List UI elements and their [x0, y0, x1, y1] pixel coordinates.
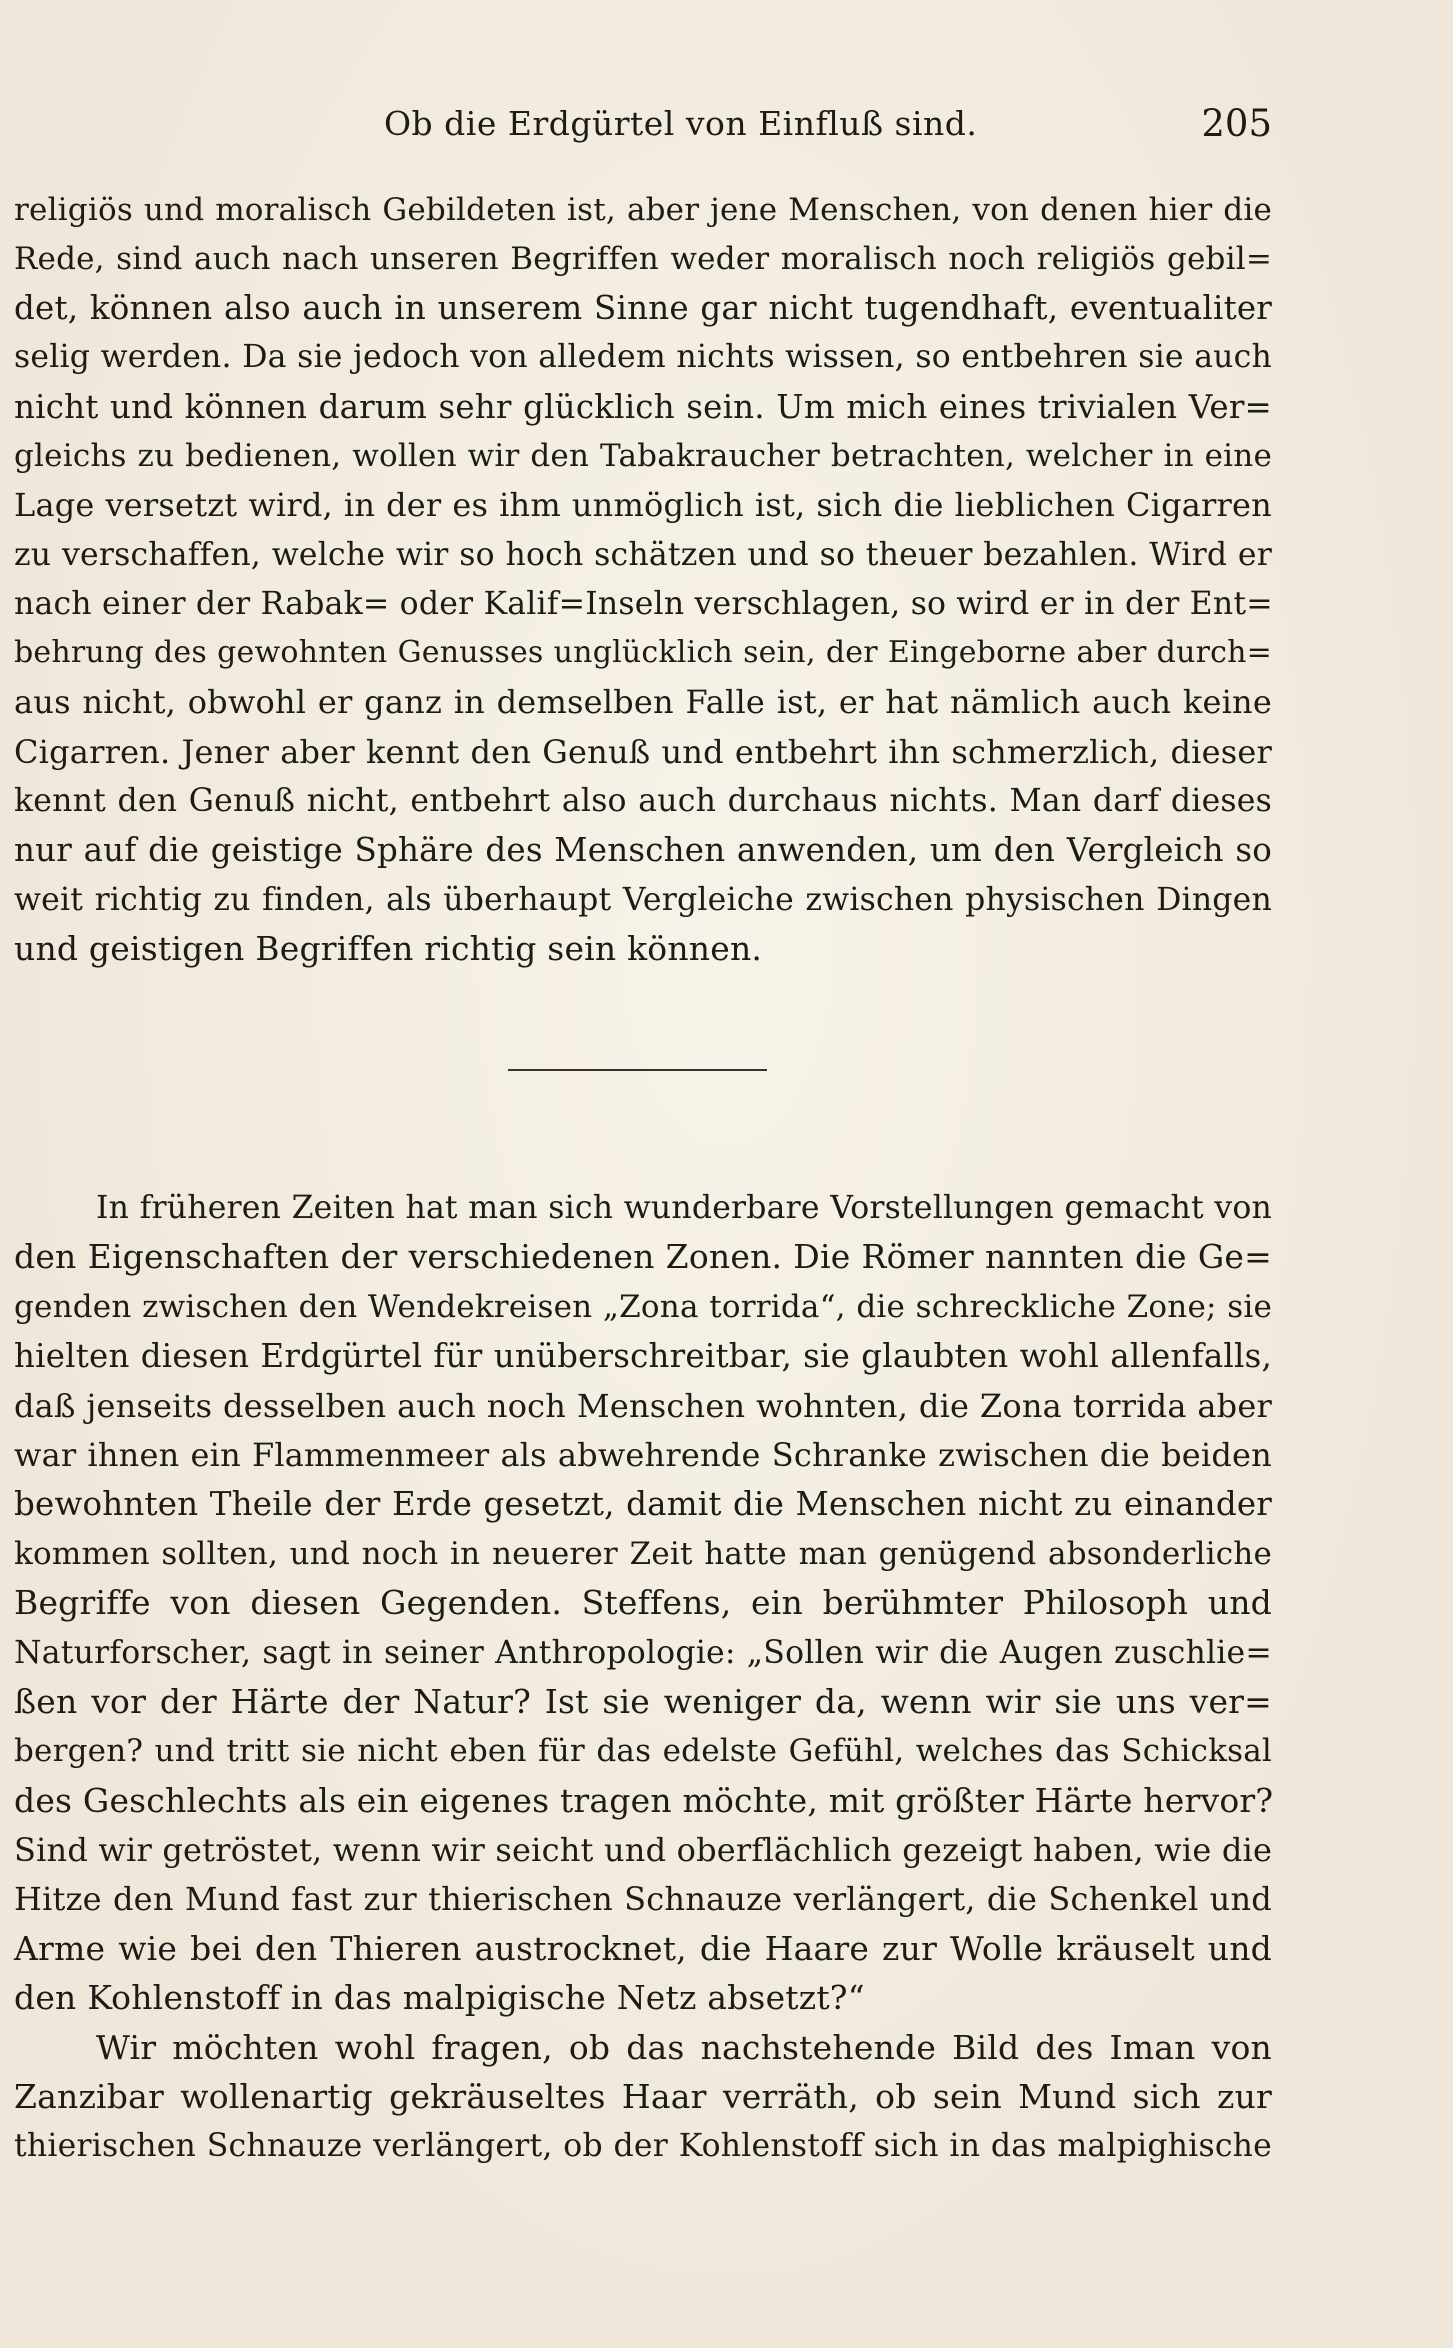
text-line: und geistigen Begriffen richtig sein können. [14, 929, 763, 968]
text-line: ßen vor der Härte der Natur? Ist sie weniger da, wenn wir sie uns ver= [14, 1682, 1272, 1721]
text-line: kennt den Genuß nicht, entbehrt also auch durchaus nichts. Man darf dieses [14, 783, 1272, 819]
text-line: weit richtig zu finden, als überhaupt Vergleiche zwischen physischen Dingen [14, 882, 1272, 918]
text-line: bewohnten Theile der Erde gesetzt, damit die Menschen nicht zu einander [14, 1485, 1272, 1523]
text-line: Hitze den Mund fast zur thierischen Schnauze verlängert, die Schenkel und [14, 1880, 1272, 1918]
text-line: daß jenseits desselben auch noch Menschen wohnten, die Zona torrida aber [14, 1387, 1272, 1425]
text-line: selig werden. Da sie jedoch von alledem nichts wissen, so entbehren sie auch [14, 339, 1272, 375]
text-line: bergen? und tritt sie nicht eben für das edelste Gefühl, welches das Schicksal [14, 1733, 1272, 1769]
text-line: Wir möchten wohl fragen, ob das nachstehende Bild des Iman von [96, 2028, 1272, 2067]
text-line: In früheren Zeiten hat man sich wunderbare Vorstellungen gemacht von [96, 1190, 1272, 1226]
text-line: den Eigenschaften der verschiedenen Zonen. Die Römer nannten die Ge= [14, 1237, 1272, 1276]
text-line: thierischen Schnauze verlängert, ob der Kohlenstoff sich in das malpighische [14, 2128, 1272, 2164]
text-line: den Kohlenstoff in das malpigische Netz absetzt?“ [14, 1978, 865, 2017]
text-line: hielten diesen Erdgürtel für unüberschreitbar, sie glaubten wohl allenfalls, [14, 1337, 1272, 1375]
text-line: nicht und können darum sehr glücklich sein. Um mich eines trivialen Ver= [14, 388, 1272, 426]
text-line: kommen sollten, und noch in neuerer Zeit hatte man genügend absonderliche [14, 1536, 1272, 1572]
text-line: Arme wie bei den Thieren austrocknet, die Haare zur Wolle kräuselt und [14, 1929, 1272, 1968]
text-line: nach einer der Rabak= oder Kalif=Inseln verschlagen, so wird er in der Ent= [14, 586, 1273, 622]
text-line: behrung des gewohnten Genusses unglücklich sein, der Eingeborne aber durch= [14, 635, 1272, 670]
text-line: Naturforscher, sagt in seiner Anthropologie: „Sollen wir die Augen zuschlie= [14, 1635, 1272, 1671]
running-title: Ob die Erdgürtel von Einfluß sind. [384, 104, 978, 143]
text-line: war ihnen ein Flammenmeer als abwehrende Schranke zwischen die beiden [14, 1436, 1272, 1474]
text-line: Begriffe von diesen Gegenden. Steffens, ein berühmter Philosoph und [14, 1583, 1272, 1622]
text-line: gleichs zu bedienen, wollen wir den Tabakraucher betrachten, welcher in eine [14, 438, 1272, 474]
text-line: des Geschlechts als ein eigenes tragen möchte, mit größter Härte hervor? [14, 1781, 1274, 1820]
text-line: religiös und moralisch Gebildeten ist, aber jene Menschen, von denen hier die [14, 192, 1272, 228]
text-line: Zanzibar wollenartig gekräuseltes Haar verräth, ob sein Mund sich zur [14, 2077, 1272, 2116]
text-line: det, können also auch in unserem Sinne gar nicht tugendhaft, eventualiter [14, 289, 1272, 327]
text-line: Lage versetzt wird, in der es ihm unmöglich ist, sich die lieblichen Cigarren [14, 486, 1272, 524]
page-number: 205 [1201, 102, 1272, 145]
text-line: aus nicht, obwohl er ganz in demselben Falle ist, er hat nämlich auch keine [14, 683, 1272, 721]
text-line: Sind wir getröstet, wenn wir seicht und oberflächlich gezeigt haben, wie die [14, 1831, 1273, 1869]
text-line: nur auf die geistige Sphäre des Menschen anwenden, um den Vergleich so [14, 831, 1272, 869]
text-line: Cigarren. Jener aber kennt den Genuß und entbehrt ihn schmerzlich, dieser [14, 733, 1272, 771]
page-header [14, 104, 1272, 154]
text-line: Rede, sind auch nach unseren Begriffen weder moralisch noch religiös gebil= [14, 241, 1272, 277]
section-divider [508, 1069, 767, 1071]
text-line: zu verschaffen, welche wir so hoch schätzen und so theuer bezahlen. Wird er [14, 537, 1272, 573]
text-line: genden zwischen den Wendekreisen „Zona torrida“, die schreckliche Zone; sie [14, 1289, 1272, 1325]
